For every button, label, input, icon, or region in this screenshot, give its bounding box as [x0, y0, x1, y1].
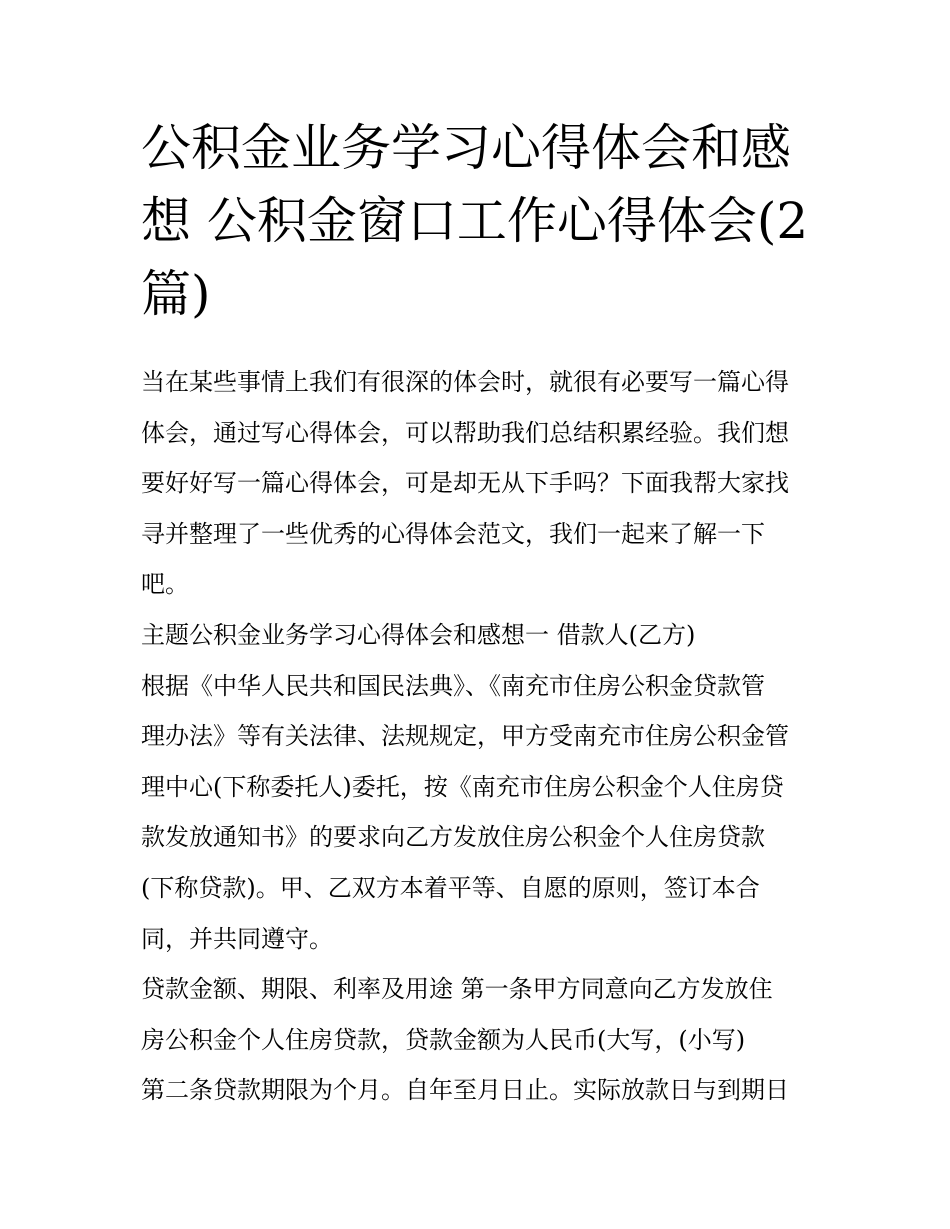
body-line: 主题公积金业务学习心得体会和感想一 借款人(乙方)	[141, 620, 696, 649]
body-line: 理办法》等有关法律、法规规定，甲方受南充市住房公积金管	[141, 722, 789, 751]
body-line: 房公积金个人住房贷款，贷款金额为人民币(大写，(小写)	[141, 1025, 746, 1054]
body-line: 根据《中华人民共和国民法典》、《南充市住房公积金贷款管	[141, 671, 765, 700]
body-line: 要好好写一篇心得体会，可是却无从下手吗？下面我帮大家找	[141, 469, 789, 498]
body-line: 同，并共同遵守。	[141, 924, 333, 953]
body-line: 寻并整理了一些优秀的心得体会范文，我们一起来了解一下	[141, 519, 765, 548]
body-line: 体会，通过写心得体会，可以帮助我们总结积累经验。我们想	[141, 418, 789, 447]
body-line: 第二条贷款期限为个月。自年至月日止。实际放款日与到期日	[141, 1076, 789, 1105]
body-line: 理中心(下称委托人)委托，按《南充市住房公积金个人住房贷	[141, 772, 784, 801]
title-line-2: 想 公积金窗口工作心得体会(2	[141, 192, 809, 250]
title-line-3: 篇)	[141, 265, 211, 323]
document-body	[141, 357, 821, 1116]
body-line: 贷款金额、期限、利率及用途 第一条甲方同意向乙方发放住	[141, 975, 773, 1004]
document-title	[141, 112, 821, 331]
body-line: 款发放通知书》的要求向乙方发放住房公积金个人住房贷款	[141, 823, 765, 852]
body-line: 当在某些事情上我们有很深的体会时，就很有必要写一篇心得	[141, 368, 789, 396]
document-content	[141, 112, 821, 1116]
title-line-1: 公积金业务学习心得体会和感	[141, 119, 791, 177]
body-line: 吧。	[141, 570, 189, 599]
body-line: (下称贷款)。甲、乙双方本着平等、自愿的原则，签订本合	[141, 873, 760, 902]
